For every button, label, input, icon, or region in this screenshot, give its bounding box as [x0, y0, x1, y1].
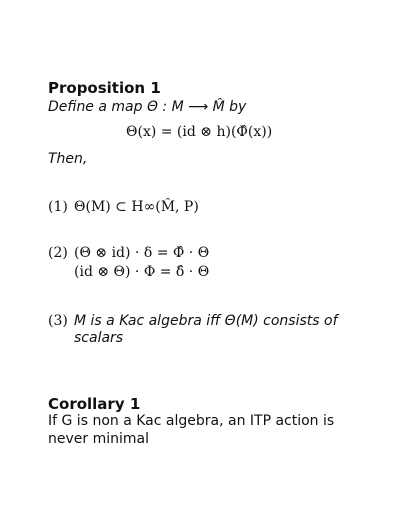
corollary-line-1: If G is non a Kac algebra, an ITP action is	[48, 413, 335, 429]
corollary-title: Corollary 1	[48, 395, 141, 413]
item-2-equation-1: (Θ ⊗ id) · δ = Φ̂ · Θ	[74, 245, 210, 261]
proposition-then: Then,	[48, 151, 88, 167]
item-2-equation-2: (id ⊗ Θ) · Φ = δ̂ · Θ	[74, 264, 210, 280]
corollary-line-2: never minimal	[48, 431, 149, 447]
proposition-intro: Define a map Θ : M ⟶ M̂ by	[48, 99, 247, 115]
item-1-number: (1)	[48, 199, 68, 215]
item-3-number: (3)	[48, 313, 68, 329]
item-2-number: (2)	[48, 245, 68, 261]
item-3-line-1: M is a Kac algebra iff Θ(M) consists of	[74, 313, 338, 329]
proposition-title: Proposition 1	[48, 79, 161, 97]
item-1-equation: Θ(M) ⊂ H∞(M̂, P)	[74, 199, 199, 215]
item-3-line-2: scalars	[74, 330, 124, 346]
proposition-definition-equation: Θ(x) = (id ⊗ h)(Φ̂(x))	[126, 124, 273, 140]
